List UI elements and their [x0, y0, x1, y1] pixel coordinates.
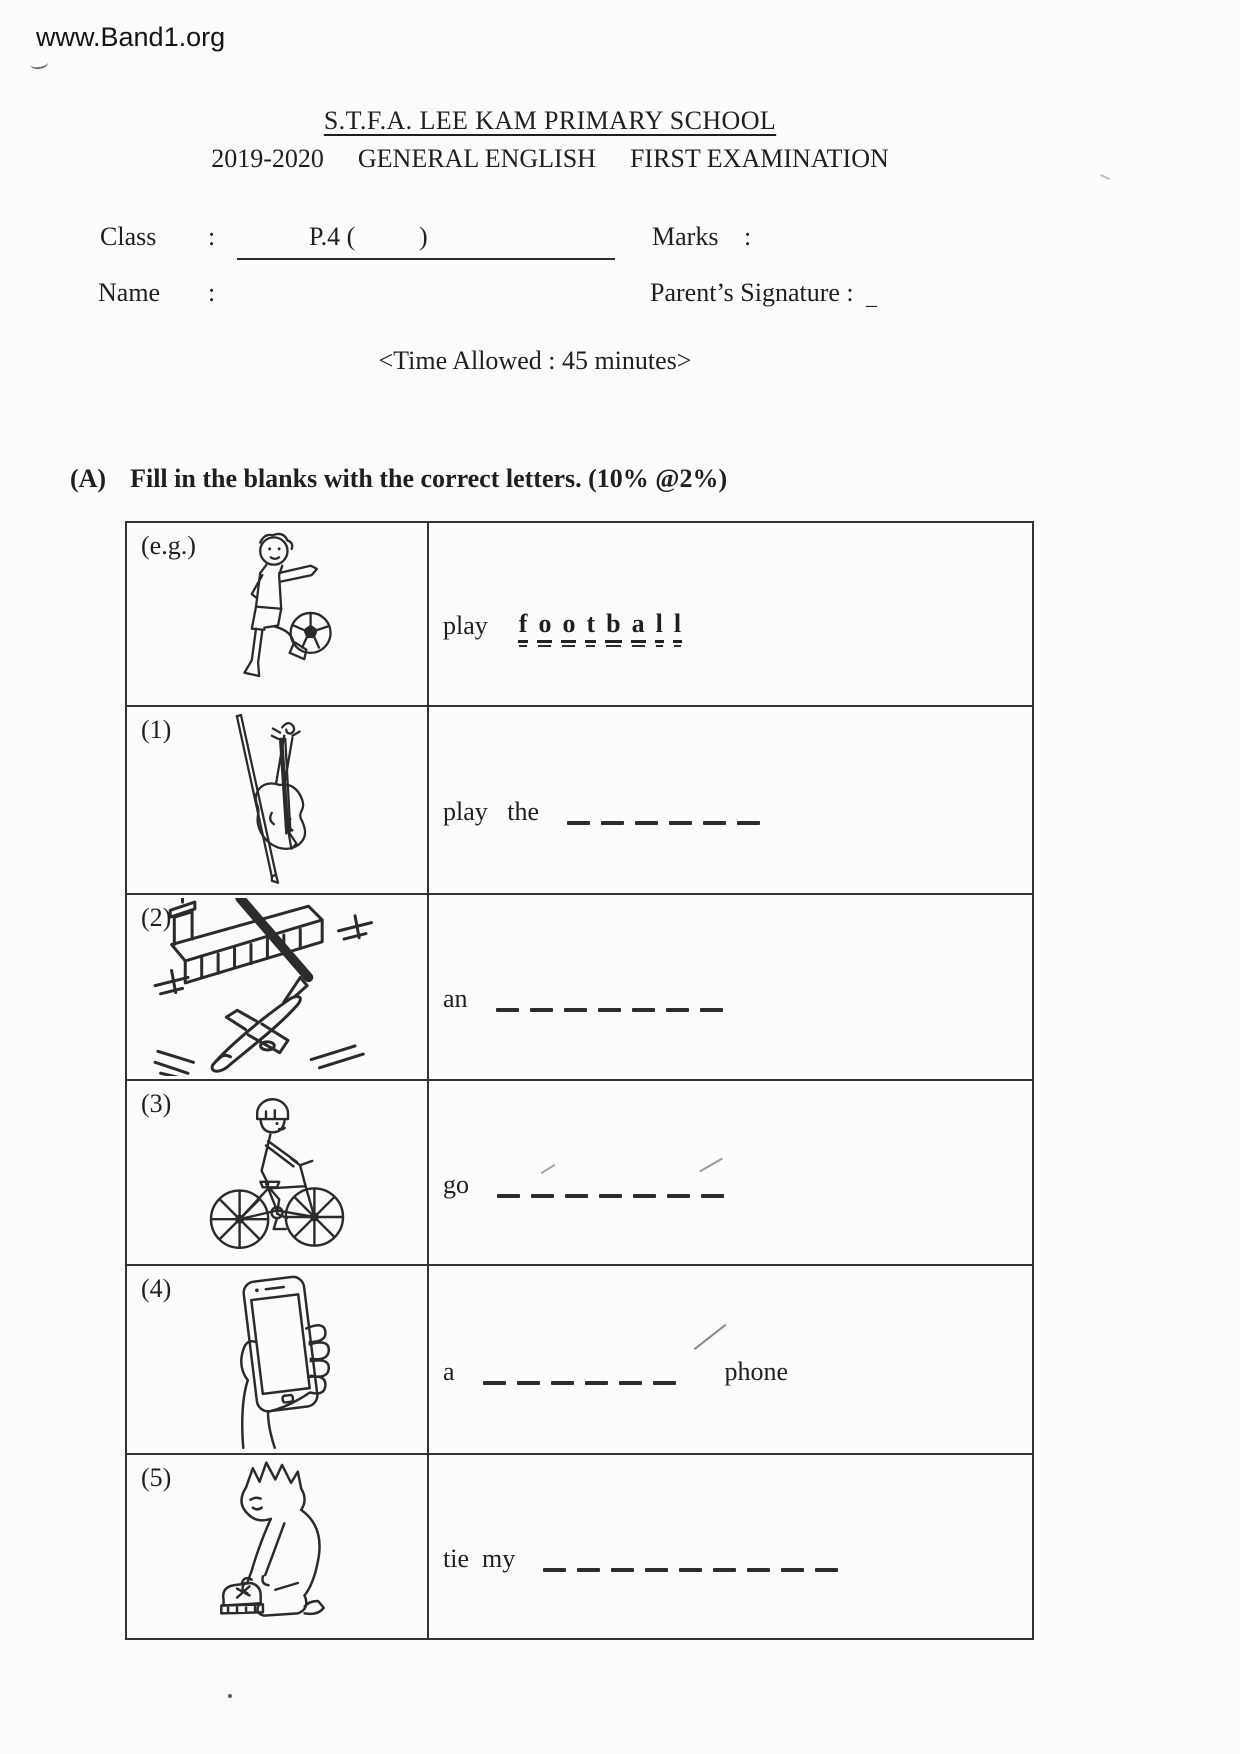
hand-holding-mobile-phone-image [209, 1270, 345, 1450]
class-field [237, 222, 615, 260]
row-number: (2) [141, 903, 172, 932]
section-a-label: (A) [70, 464, 107, 493]
answer-blank-dash [565, 1194, 588, 1198]
section-a-instruction: Fill in the blanks with the correct letters. (10% @2%) [130, 464, 728, 493]
question-answer-cell [429, 1455, 1032, 1638]
answer-blank-dash [531, 1194, 554, 1198]
answer-blank-dash [551, 1381, 574, 1385]
question-image-cell [127, 1081, 429, 1264]
question-answer-cell [429, 895, 1032, 1079]
answer-blank-dash [564, 1008, 587, 1012]
question-answer-cell [429, 1081, 1032, 1264]
answer-blanks [567, 797, 771, 827]
answer-blank-dash [701, 1194, 724, 1198]
parent-signature-label: Parent’s Signature : [650, 278, 854, 307]
boy-kicking-football [213, 530, 341, 698]
class-colon: : [208, 222, 216, 251]
watermark-url: www.Band1.org [36, 22, 226, 52]
answer-blank-dash [496, 1008, 519, 1012]
answer-blank-dash [601, 821, 624, 825]
child-tying-shoelaces-image [196, 1457, 358, 1637]
parent-signature-blank: _ [866, 284, 877, 309]
class-value-open: P.4 ( [309, 222, 356, 251]
marks-colon: : [744, 222, 752, 251]
answer-blank-dash [653, 1381, 676, 1385]
answer-blank-dash [633, 1194, 656, 1198]
answer-blank-dash [483, 1381, 506, 1385]
example-answer-word [518, 609, 691, 643]
answer-blank-dash [747, 1568, 770, 1572]
answer-letter: o [561, 610, 576, 643]
table-row-5 [127, 1453, 1032, 1638]
answer-blanks [483, 1357, 687, 1387]
row-number: (1) [141, 715, 172, 744]
answer-blanks [496, 984, 734, 1014]
answer-blank-dash [815, 1568, 838, 1572]
airport-with-planes-image [133, 898, 421, 1076]
example-image-cell [127, 523, 429, 705]
class-label: Class [100, 222, 157, 251]
question-image-cell [127, 707, 429, 893]
answer-prefix: a [443, 1356, 455, 1386]
answer-blank-dash [497, 1194, 520, 1198]
answer-blank-dash [635, 821, 658, 825]
row-number: (5) [141, 1463, 172, 1492]
answer-blank-dash [530, 1008, 553, 1012]
answer-blank-dash [585, 1381, 608, 1385]
section-a-heading [70, 464, 727, 494]
fill-in-blanks-table [125, 521, 1034, 1640]
answer-blank-dash [666, 1008, 689, 1012]
subject-name: GENERAL ENGLISH [357, 144, 596, 173]
question-answer-cell [429, 1266, 1032, 1453]
answer-blank-dash [669, 821, 692, 825]
answer-letter: l [655, 610, 664, 643]
table-row-example [127, 523, 1032, 705]
answer-blank-dash [632, 1008, 655, 1012]
answer-prefix: play [443, 611, 488, 640]
table-row-2 [127, 893, 1032, 1079]
time-allowed: <Time Allowed : 45 minutes> [378, 346, 692, 375]
row-number: (e.g.) [141, 531, 196, 560]
scan-artifact-dot [228, 1694, 232, 1698]
answer-prefix: an [443, 984, 468, 1013]
answer-blank-dash [667, 1194, 690, 1198]
answer-blank-dash [517, 1381, 540, 1385]
answer-blank-dash [611, 1568, 634, 1572]
marks-label: Marks [652, 222, 719, 251]
question-image-cell [127, 895, 429, 1079]
name-label: Name [98, 278, 161, 307]
question-answer-cell [429, 707, 1032, 893]
answer-blank-dash [577, 1568, 600, 1572]
example-answer-cell [429, 523, 1032, 705]
school-year: 2019-2020 [211, 144, 324, 173]
answer-blank-dash [598, 1008, 621, 1012]
answer-blank-dash [567, 821, 590, 825]
answer-blank-dash [645, 1568, 668, 1572]
question-image-cell [127, 1266, 429, 1453]
answer-letter: t [585, 610, 596, 643]
row-number: (3) [141, 1089, 172, 1118]
answer-prefix: go [443, 1169, 469, 1199]
exam-subtitle [170, 144, 930, 174]
boy-riding-bicycle-image [198, 1085, 356, 1261]
answer-blanks [497, 1170, 735, 1200]
answer-suffix: phone [724, 1356, 789, 1386]
question-image-cell [127, 1455, 429, 1638]
answer-prefix: tie my [443, 1543, 516, 1573]
answer-letter: l [673, 610, 682, 643]
row-number: (4) [141, 1274, 172, 1303]
answer-blank-dash [700, 1008, 723, 1012]
answer-blank-dash [703, 821, 726, 825]
answer-blank-dash [599, 1194, 622, 1198]
school-name: S.T.F.A. LEE KAM PRIMARY SCHOOL [323, 106, 777, 135]
table-row-4 [127, 1264, 1032, 1453]
answer-blank-dash [713, 1568, 736, 1572]
answer-blanks [543, 1544, 849, 1574]
answer-letter: o [537, 610, 552, 643]
answer-blank-dash [679, 1568, 702, 1572]
scan-artifact-squiggle [29, 57, 48, 70]
class-value-close: ) [419, 222, 428, 251]
exam-title: FIRST EXAMINATION [629, 144, 889, 173]
answer-blank-dash [543, 1568, 566, 1572]
scan-artifact-tick [1100, 174, 1110, 180]
answer-letter: a [631, 610, 646, 643]
answer-letter: f [518, 610, 529, 643]
answer-letter: b [605, 610, 621, 643]
exam-header [170, 106, 930, 174]
table-row-3 [127, 1079, 1032, 1264]
answer-blank-dash [619, 1381, 642, 1385]
answer-blank-dash [737, 821, 760, 825]
answer-blank-dash [781, 1568, 804, 1572]
table-row-1 [127, 705, 1032, 893]
violin-and-bow-image [218, 710, 336, 890]
answer-prefix: play the [443, 797, 540, 826]
name-colon: : [208, 278, 216, 307]
